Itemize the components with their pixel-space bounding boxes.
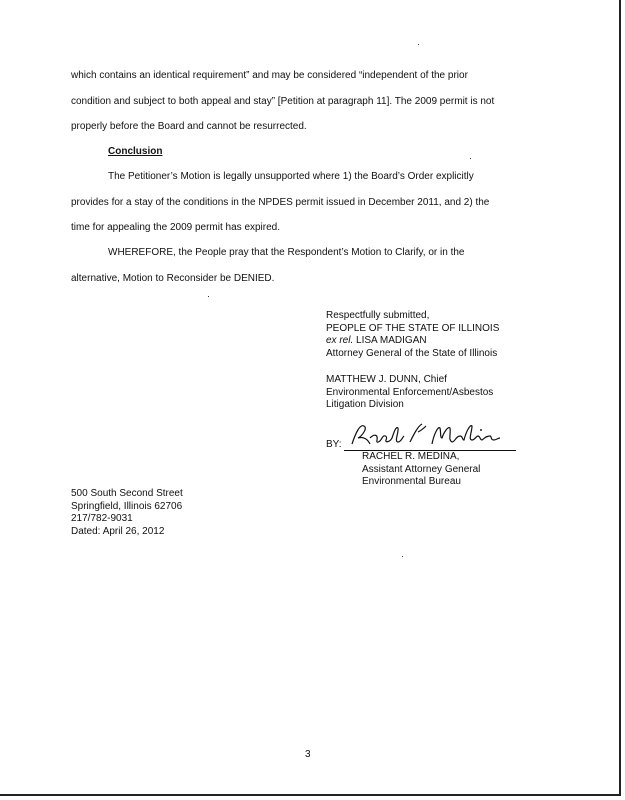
chief-division-line-2: Litigation Division <box>326 399 404 411</box>
body-line-6: time for appealing the 2009 permit has expired. <box>71 222 281 233</box>
signer-bureau: Environmental Bureau <box>362 476 461 488</box>
body-line-4: The Petitioner’s Motion is legally unsupported where 1) the Board’s Order explicitly <box>108 171 474 182</box>
handwritten-signature <box>344 418 514 450</box>
scan-speck <box>402 556 403 557</box>
scan-speck <box>470 158 471 159</box>
submission-block <box>326 310 499 360</box>
address-city: Springfield, Illinois 62706 <box>71 500 183 512</box>
scan-speck <box>208 296 209 297</box>
chief-division-line-1: Environmental Enforcement/Asbestos <box>326 386 494 398</box>
signer-name: RACHEL R. MEDINA, <box>362 451 460 462</box>
body-line-7: WHEREFORE, the People pray that the Respondent’s Motion to Clarify, or in the <box>108 247 465 258</box>
address-phone: 217/782-9031 <box>71 513 133 525</box>
attorney-name: LISA MADIGAN <box>356 335 427 347</box>
page-number: 3 <box>305 749 311 760</box>
address-dated: Dated: April 26, 2012 <box>71 525 165 537</box>
body-line-8: alternative, Motion to Reconsider be DENIED. <box>71 273 275 284</box>
body-line-5: provides for a stay of the conditions in the NPDES permit issued in December 2011, and 2) the <box>71 197 490 208</box>
division-block <box>326 374 493 412</box>
chief-name: MATTHEW J. DUNN, Chief <box>326 374 447 385</box>
party-name: PEOPLE OF THE STATE OF ILLINOIS <box>326 322 500 334</box>
body-line-2: condition and subject to both appeal and stay” [Petition at paragraph 11]. The 2009 permit is not <box>71 96 495 107</box>
body-line-3: properly before the Board and cannot be resurrected. <box>71 121 307 132</box>
scan-speck <box>418 44 419 45</box>
by-label: BY: <box>326 439 342 450</box>
attorney-title: Attorney General of the State of Illinois <box>326 347 498 359</box>
address-street: 500 South Second Street <box>71 488 183 499</box>
conclusion-heading: Conclusion <box>108 146 163 157</box>
signature-row <box>326 418 516 452</box>
signer-title: Assistant Attorney General <box>362 463 481 475</box>
signer-block <box>362 451 480 489</box>
address-block <box>71 488 183 538</box>
ex-rel-line <box>326 335 499 348</box>
closing-text: Respectfully submitted, <box>326 310 430 321</box>
body-line-1: which contains an identical requirement” and may be considered “independent of the prior <box>71 70 468 81</box>
ex-rel-label: ex rel. <box>326 335 354 347</box>
